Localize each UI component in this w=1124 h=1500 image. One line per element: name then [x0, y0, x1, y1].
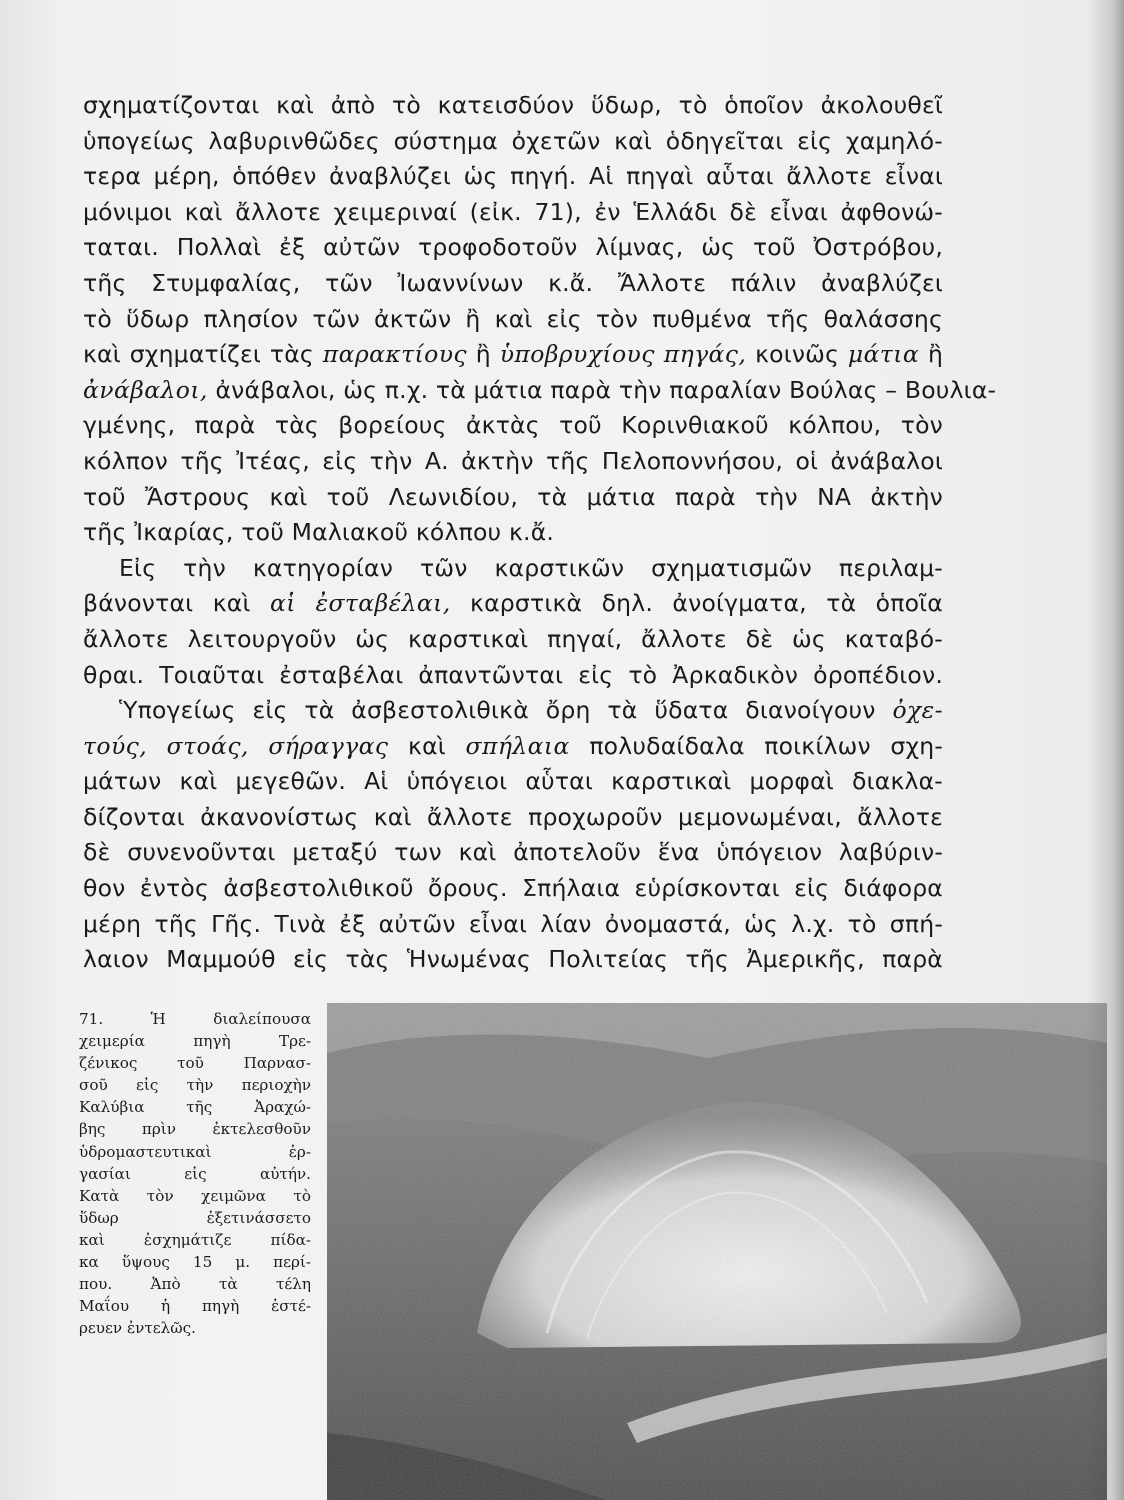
caption-line: Κατὰ τὸν χειμῶνα τὸ: [79, 1186, 311, 1205]
text-line: λαιον Μαμμούθ εἰς τὰς Ἡνωμένας Πολιτείας τῆς Ἀμερικῆς, παρὰ: [83, 945, 943, 974]
text-run: ἀνάβαλοι, ὡς π.χ. τὰ μάτια παρὰ τὴν παραλίαν Βούλας – Βουλια-: [215, 375, 997, 404]
caption-line: χειμερία πηγὴ Τρε-: [79, 1032, 311, 1051]
text-line: ταται. Πολλαὶ ἐξ αὐτῶν τροφοδοτοῦν λίμνας, ὡς τοῦ Ὀστρόβου,: [83, 233, 943, 262]
text-line: κόλπον τῆς Ἰτέας, εἰς τὴν Α. ἀκτὴν τῆς Πελοποννήσου, οἱ ἀνάβαλοι: [83, 446, 943, 475]
text-line: σχηματίζονται καὶ ἀπὸ τὸ κατεισδύον ὕδωρ, τὸ ὁποῖον ἀκολουθεῖ: [83, 91, 943, 119]
text-run: Ὑπογείως εἰς τὰ ἀσβεστολιθικὰ ὄρη τὰ ὕδατα διανοίγουν: [119, 696, 876, 725]
text-line: θον ἐντὸς ἀσβεστολιθικοῦ ὄρους. Σπήλαια εὑρίσκονται εἰς διάφορα: [83, 874, 943, 903]
body-text: [83, 88, 997, 978]
italic-term: ὀχε-: [892, 696, 944, 725]
caption-line: βης πρὶν ἐκτελεσθοῦν: [79, 1120, 311, 1139]
text-run: καὶ: [408, 731, 446, 760]
italic-term: ὑποβρυχίους πηγάς,: [499, 340, 747, 369]
text-run: βάνονται καὶ: [83, 589, 251, 618]
text-run: ἄλλοτε: [83, 624, 169, 653]
italic-term: μάτια: [847, 340, 920, 369]
text-run: ἢ: [475, 340, 491, 369]
text-line-mixed: [83, 729, 943, 765]
caption-line: που. Ἀπὸ τὰ τέλη: [79, 1275, 311, 1294]
caption-line: καὶ ἐσχημάτιζε πίδα-: [79, 1230, 311, 1249]
spring-photo: [327, 1003, 1107, 1500]
text-line-mixed: [83, 337, 943, 373]
text-line: δὲ συνενοῦνται μεταξύ των καὶ ἀποτελοῦν ἕνα ὑπόγειον λαβύριν-: [83, 838, 943, 867]
photo-grain: [327, 1003, 1107, 1500]
figure-caption: [79, 1008, 311, 1339]
text-run: καὶ σχηματίζει τὰς: [83, 340, 314, 369]
text-line: δίζονται ἀκανονίστως καὶ ἄλλοτε προχωροῦν μεμονωμέναι, ἄλλοτε: [83, 802, 943, 831]
text-line: μόνιμοι καὶ ἄλλοτε χειμεριναί (εἰκ. 71), ἐν Ἑλλάδι δὲ εἶναι ἀφθονώ-: [83, 197, 943, 226]
text-line: τῆς Στυμφαλίας, τῶν Ἰωαννίνων κ.ἄ. Ἄλλοτε πάλιν ἀναβλύζει: [83, 268, 943, 297]
text-line: γμένης, παρὰ τὰς βορείους ἀκτὰς τοῦ Κορινθιακοῦ κόλπου, τὸν: [83, 411, 943, 440]
text-line: ὑπογείως λαβυρινθῶδες σύστημα ὀχετῶν καὶ ὁδηγεῖται εἰς χαμηλό-: [83, 126, 943, 155]
italic-term: σπήλαια: [465, 731, 570, 760]
text-line-mixed: [83, 373, 997, 409]
text-line: τὸ ὕδωρ πλησίον τῶν ἀκτῶν ἢ καὶ εἰς τὸν πυθμένα τῆς θαλάσσης: [83, 304, 943, 333]
text-line: τερα μέρη, ὁπόθεν ἀναβλύζει ὡς πηγή. Αἱ πηγαὶ αὗται ἄλλοτε εἶναι: [83, 162, 943, 191]
italic-term: παρακτίους: [322, 340, 467, 369]
text-line-mixed: [83, 622, 943, 658]
text-line: τῆς Ἰκαρίας, τοῦ Μαλιακοῦ κόλπου κ.ἄ.: [83, 518, 555, 547]
italic-term: σήραγγας: [268, 731, 389, 760]
caption-line: γασίαι εἰς αὐτήν.: [79, 1164, 311, 1183]
text-line-mixed: [83, 586, 943, 622]
italic-term: αἱ ἐσταβέλαι,: [269, 589, 451, 618]
text-run: κοινῶς: [755, 340, 840, 369]
caption-line: ὕδωρ ἐξετινάσσετο: [79, 1208, 311, 1227]
text-line: μάτων καὶ μεγεθῶν. Αἱ ὑπόγειοι αὗται καρστικαὶ μορφαὶ διακλα-: [83, 767, 943, 796]
italic-term: τούς,: [83, 731, 148, 760]
caption-line: 71. Ἡ διαλείπουσα: [79, 1010, 311, 1028]
paragraph-start: [83, 693, 943, 729]
caption-line: κα ὕψους 15 μ. περί-: [79, 1253, 311, 1272]
text-run: ἢ: [927, 340, 944, 369]
caption-line: σοῦ εἰς τὴν περιοχὴν: [79, 1076, 311, 1095]
text-run: πολυδαίδαλα ποικίλων σχη-: [589, 731, 944, 760]
text-line: μέρη τῆς Γῆς. Τινὰ ἐξ αὐτῶν εἶναι λίαν ὀνομαστά, ὡς λ.χ. τὸ σπή-: [83, 909, 943, 938]
text-run: λειτουργοῦν ὡς καρστικαὶ πηγαί, ἄλλοτε δὲ ὡς καταβό-: [187, 624, 943, 653]
caption-line: Καλύβια τῆς Ἀραχώ-: [79, 1098, 311, 1117]
italic-term: στοάς,: [166, 731, 249, 760]
text-line: τοῦ Ἄστρους καὶ τοῦ Λεωνιδίου, τὰ μάτια παρὰ τὴν ΝΑ ἀκτὴν: [83, 482, 943, 511]
caption-line: ὑδρομαστευτικαὶ ἐρ-: [79, 1142, 311, 1161]
text-line: θραι. Τοιαῦται ἐσταβέλαι ἀπαντῶνται εἰς τὸ Ἀρκαδικὸν ὀροπέδιον.: [83, 660, 943, 689]
italic-term: ἀνάβαλοι,: [83, 375, 208, 404]
paragraph-start: Εἰς τὴν κατηγορίαν τῶν καρστικῶν σχηματισμῶν περιλαμ-: [119, 553, 943, 582]
caption-line: ρευεν ἐντελῶς.: [79, 1319, 196, 1338]
text-run: καρστικὰ δηλ. ἀνοίγματα, τὰ ὁποῖα: [470, 589, 943, 618]
fountain-spring-image: [327, 1003, 1107, 1500]
caption-line: ζένικος τοῦ Παρνασ-: [79, 1054, 311, 1073]
binding-shadow: [1086, 0, 1124, 1500]
caption-line: Μαΐου ἡ πηγὴ ἐστέ-: [79, 1297, 311, 1316]
